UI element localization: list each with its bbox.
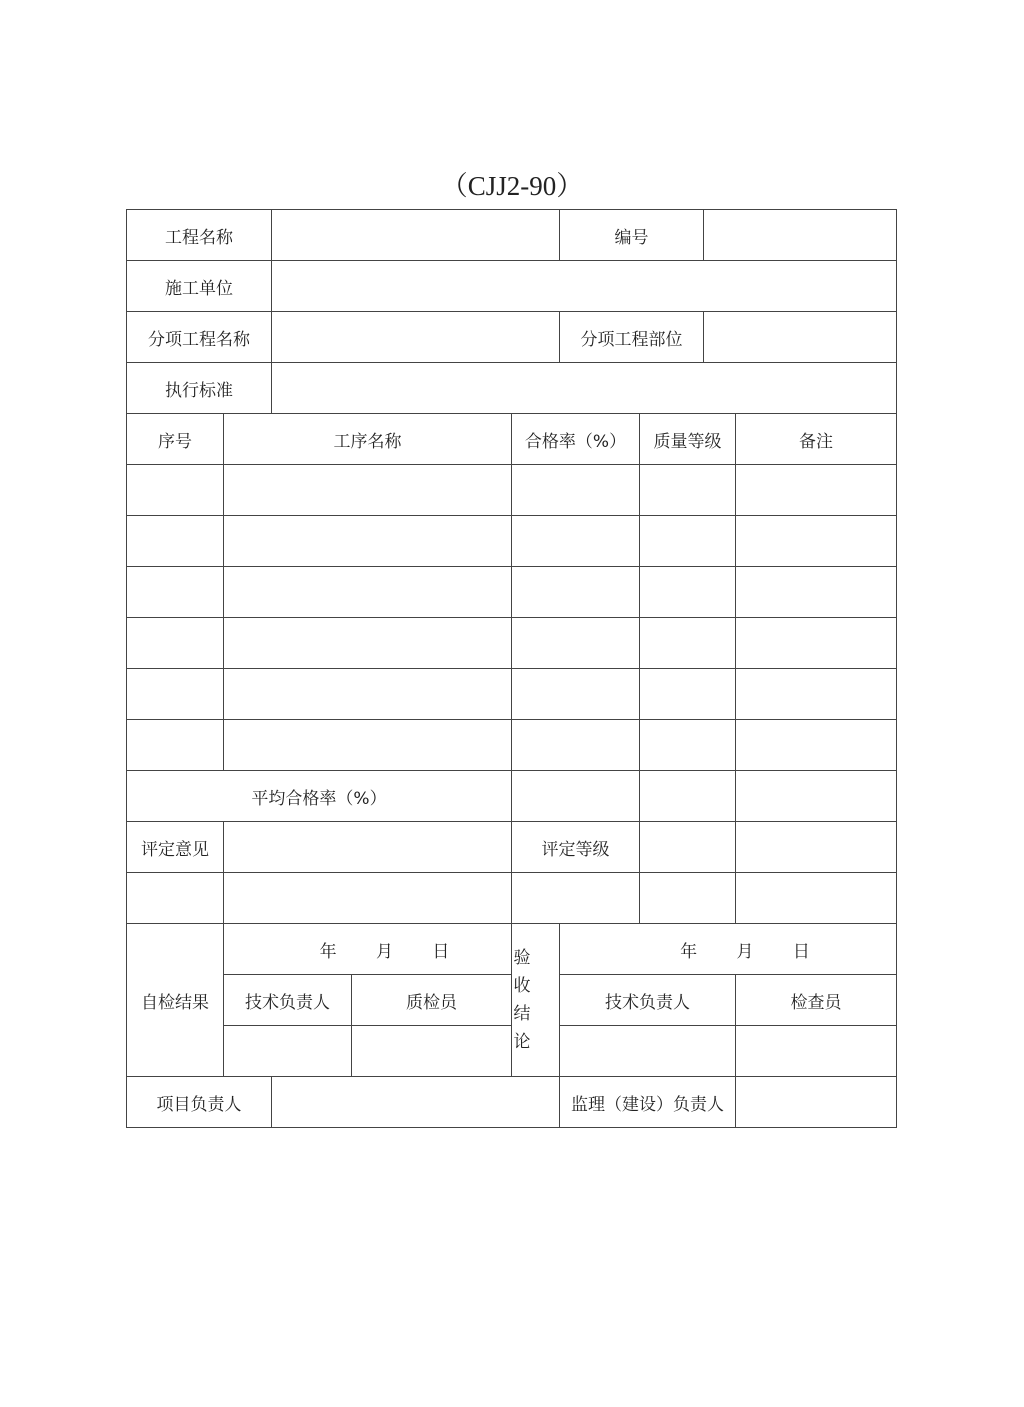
project-name-field[interactable] xyxy=(272,210,560,261)
col-pass-rate-header: 合格率（%） xyxy=(512,414,640,465)
supervisor-sign[interactable] xyxy=(736,1077,897,1128)
project-lead-label: 项目负责人 xyxy=(127,1077,272,1128)
year-label: 年 xyxy=(680,941,698,962)
table-row xyxy=(127,618,897,669)
subitem-part-field[interactable] xyxy=(704,312,897,363)
acceptance-label-line2: 结论 xyxy=(513,1004,538,1052)
subitem-part-label: 分项工程部位 xyxy=(560,312,704,363)
acceptance-label-line1: 验收 xyxy=(513,948,538,996)
self-check-label: 自检结果 xyxy=(127,924,224,1077)
contractor-label: 施工单位 xyxy=(127,261,272,312)
inspector-sign[interactable] xyxy=(736,1026,897,1077)
assessed-grade-label: 评定等级 xyxy=(512,822,640,873)
standard-label: 执行标准 xyxy=(127,363,272,414)
blank-cell[interactable] xyxy=(512,873,640,924)
seq-cell[interactable] xyxy=(127,720,224,771)
pass-rate-cell[interactable] xyxy=(512,465,640,516)
pass-rate-cell[interactable] xyxy=(512,567,640,618)
remark-cell[interactable] xyxy=(736,720,897,771)
grade-cell[interactable] xyxy=(640,516,736,567)
assessed-grade-extra[interactable] xyxy=(736,822,897,873)
standard-field[interactable] xyxy=(272,363,897,414)
process-cell[interactable] xyxy=(224,516,512,567)
opinion-field[interactable] xyxy=(224,822,512,873)
seq-cell[interactable] xyxy=(127,669,224,720)
number-field[interactable] xyxy=(704,210,897,261)
pass-rate-cell[interactable] xyxy=(512,669,640,720)
avg-remark-field[interactable] xyxy=(736,771,897,822)
table-row xyxy=(127,516,897,567)
seq-cell[interactable] xyxy=(127,618,224,669)
table-row xyxy=(127,567,897,618)
remark-cell[interactable] xyxy=(736,465,897,516)
avg-grade-field[interactable] xyxy=(640,771,736,822)
seq-cell[interactable] xyxy=(127,567,224,618)
project-name-label: 工程名称 xyxy=(127,210,272,261)
pass-rate-cell[interactable] xyxy=(512,516,640,567)
col-remark-header: 备注 xyxy=(736,414,897,465)
self-check-date[interactable] xyxy=(224,924,512,975)
qc-label: 质检员 xyxy=(352,975,512,1026)
accept-tech-lead-sign[interactable] xyxy=(560,1026,736,1077)
grade-cell[interactable] xyxy=(640,465,736,516)
quality-assessment-form xyxy=(126,209,897,1128)
contractor-field[interactable] xyxy=(272,261,897,312)
acceptance-date[interactable] xyxy=(560,924,897,975)
remark-cell[interactable] xyxy=(736,669,897,720)
supervisor-label: 监理（建设）负责人 xyxy=(560,1077,736,1128)
col-process-header: 工序名称 xyxy=(224,414,512,465)
process-cell[interactable] xyxy=(224,720,512,771)
inspector-label: 检查员 xyxy=(736,975,897,1026)
qc-sign[interactable] xyxy=(352,1026,512,1077)
month-label: 月 xyxy=(736,941,754,962)
day-label: 日 xyxy=(792,941,810,962)
blank-cell[interactable] xyxy=(224,873,512,924)
document-title: （CJJ2-90） xyxy=(440,171,584,201)
year-label: 年 xyxy=(319,941,337,962)
process-cell[interactable] xyxy=(224,567,512,618)
pass-rate-cell[interactable] xyxy=(512,618,640,669)
number-label: 编号 xyxy=(560,210,704,261)
accept-tech-lead-label: 技术负责人 xyxy=(560,975,736,1026)
process-cell[interactable] xyxy=(224,669,512,720)
assessed-grade-field[interactable] xyxy=(640,822,736,873)
seq-cell[interactable] xyxy=(127,516,224,567)
seq-cell[interactable] xyxy=(127,465,224,516)
self-tech-lead-label: 技术负责人 xyxy=(224,975,352,1026)
subitem-name-field[interactable] xyxy=(272,312,560,363)
grade-cell[interactable] xyxy=(640,669,736,720)
month-label: 月 xyxy=(376,941,393,962)
blank-cell[interactable] xyxy=(736,873,897,924)
grade-cell[interactable] xyxy=(640,618,736,669)
col-grade-header: 质量等级 xyxy=(640,414,736,465)
process-cell[interactable] xyxy=(224,618,512,669)
table-row xyxy=(127,465,897,516)
opinion-label: 评定意见 xyxy=(127,822,224,873)
acceptance-label xyxy=(512,924,560,1077)
col-seq-header: 序号 xyxy=(127,414,224,465)
grade-cell[interactable] xyxy=(640,567,736,618)
remark-cell[interactable] xyxy=(736,618,897,669)
subitem-name-label: 分项工程名称 xyxy=(127,312,272,363)
self-tech-lead-sign[interactable] xyxy=(224,1026,352,1077)
blank-cell[interactable] xyxy=(640,873,736,924)
project-lead-sign[interactable] xyxy=(272,1077,560,1128)
process-cell[interactable] xyxy=(224,465,512,516)
grade-cell[interactable] xyxy=(640,720,736,771)
day-label: 日 xyxy=(432,941,450,962)
table-row xyxy=(127,669,897,720)
avg-pass-rate-field[interactable] xyxy=(512,771,640,822)
pass-rate-cell[interactable] xyxy=(512,720,640,771)
remark-cell[interactable] xyxy=(736,516,897,567)
remark-cell[interactable] xyxy=(736,567,897,618)
table-row xyxy=(127,720,897,771)
avg-pass-rate-label: 平均合格率（%） xyxy=(127,771,512,822)
blank-cell[interactable] xyxy=(127,873,224,924)
